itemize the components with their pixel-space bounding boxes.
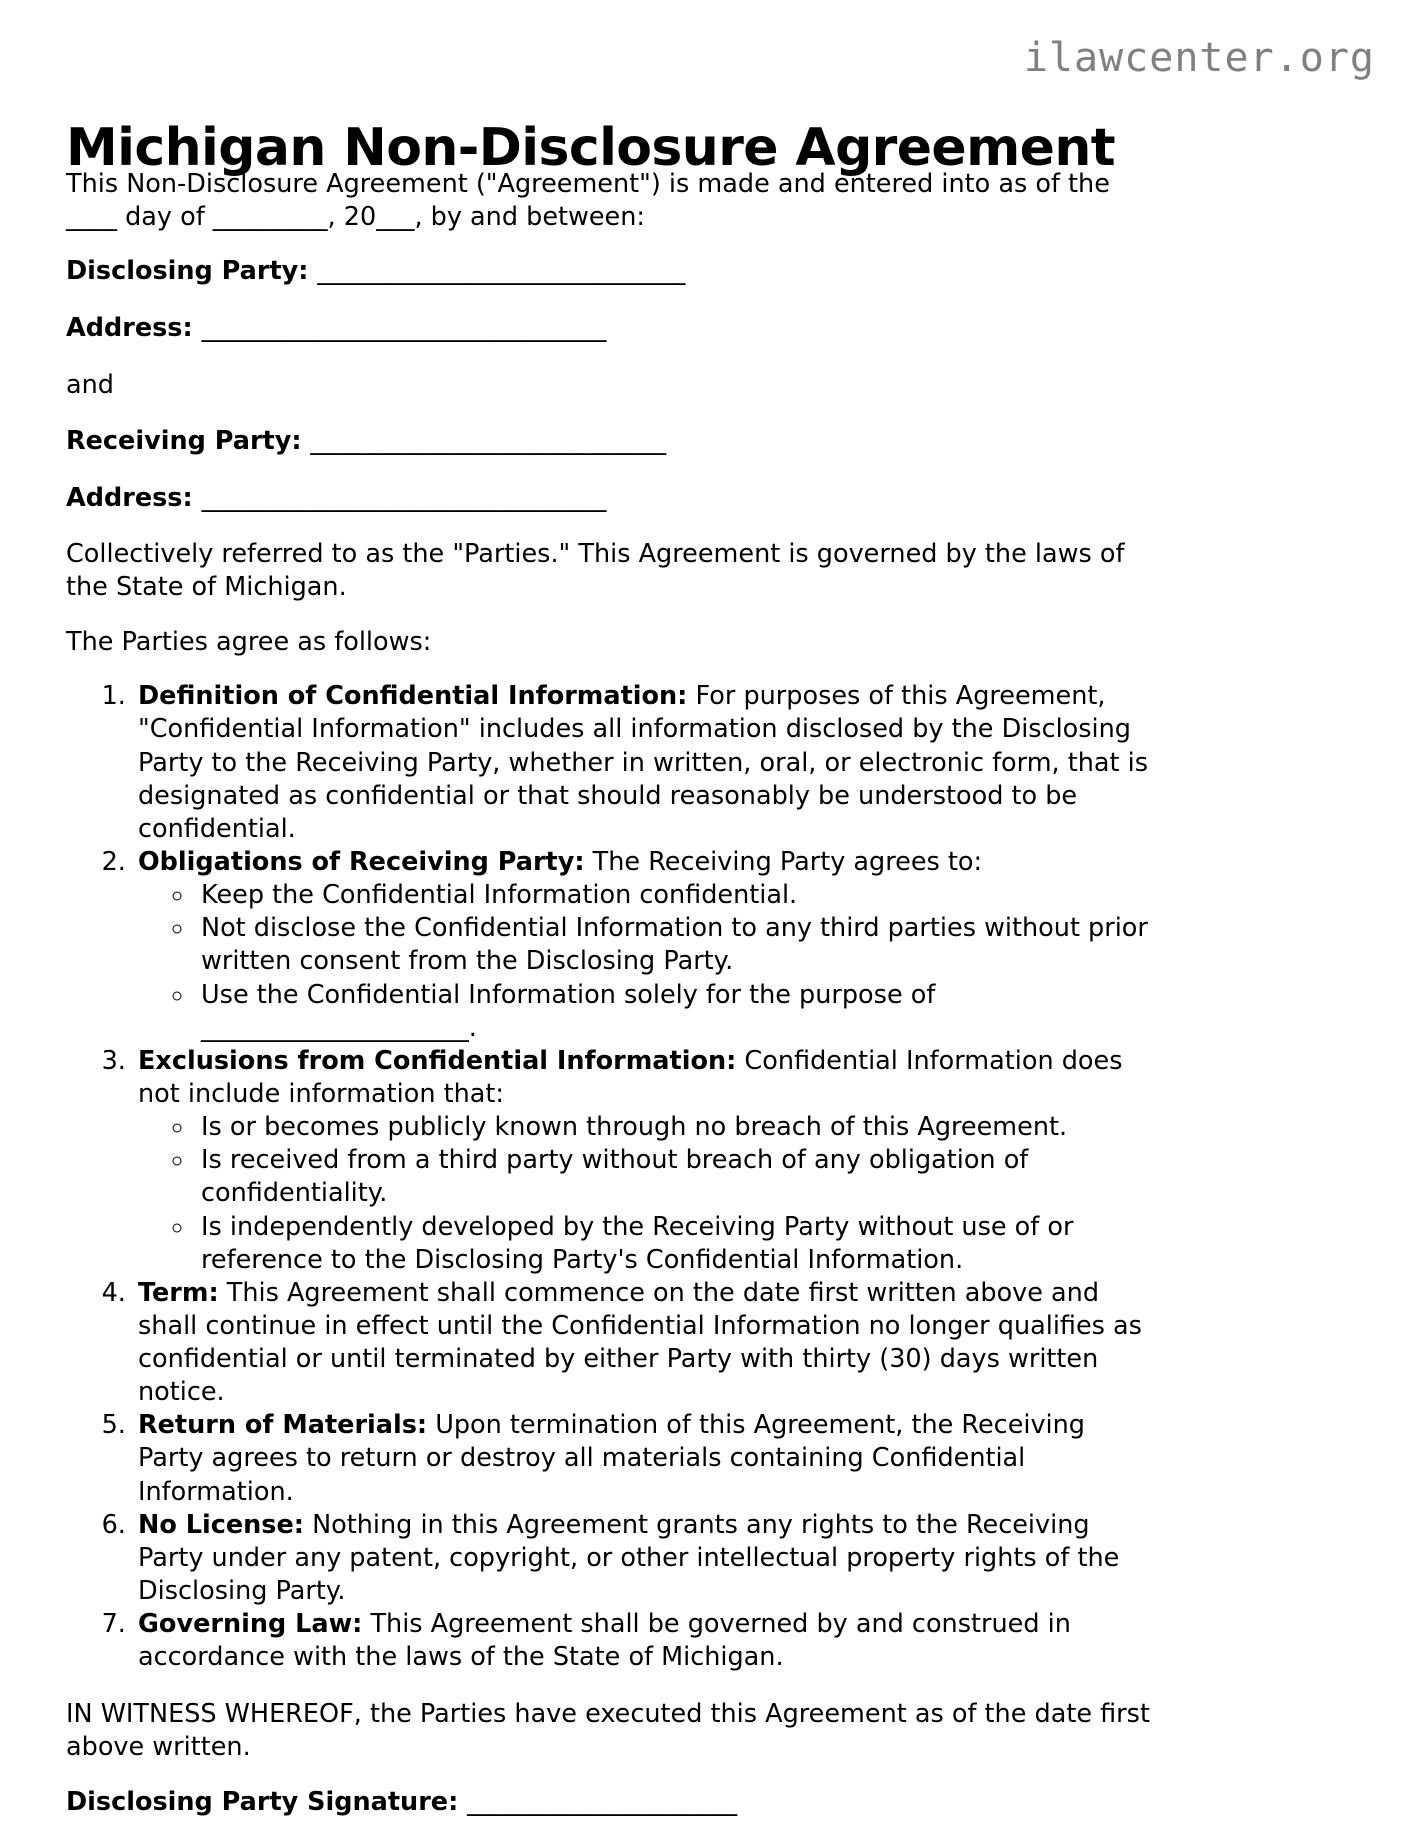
clause-sublist — [138, 1111, 1156, 1277]
witness-paragraph: IN WITNESS WHEREOF, the Parties have executed this Agreement as of the date first above written. — [66, 1699, 1150, 1763]
receiving-address-field — [66, 482, 1156, 515]
disclosing-signature-label: Disclosing Party Signature: — [66, 1786, 459, 1817]
clause-heading: Return of Materials: — [138, 1410, 428, 1441]
clause-subitem: ◦ Keep the Confidential Information confidential. — [195, 879, 1156, 912]
clause-item — [134, 1509, 1156, 1608]
disclosing-party-label: Disclosing Party: — [66, 256, 309, 287]
clause-item — [134, 846, 1156, 1045]
clause-text: Upon termination of this Agreement, the Receiving Party agrees to return or destroy all materials containing Confidential Information. — [138, 1410, 1085, 1507]
disclosing-address-blank[interactable]: _________________________________ — [201, 312, 606, 343]
receiving-party-label: Receiving Party: — [66, 426, 302, 457]
clause-text: Nothing in this Agreement grants any rights to the Receiving Party under any patent, copyright, or other intellectual property rights of the Disclosing Party. — [138, 1509, 1120, 1607]
clause-heading: No License: — [138, 1509, 304, 1540]
collectively-paragraph: Collectively referred to as the "Parties." This Agreement is governed by the laws of the State of Michigan. — [66, 539, 1125, 602]
clause-text: For purposes of this Agreement, "Confidential Information" includes all information disclosed by the Disclosing Party to the Receiving Party, whether in written, oral, or electronic form, that is designated as confidential or that should reasonably be understood to be confidential. — [138, 681, 1149, 844]
page-title: Michigan Non-Disclosure Agreement — [66, 117, 1115, 178]
clause-heading: Definition of Confidential Information: — [138, 681, 688, 712]
disclosing-address-field — [66, 312, 1156, 345]
intro-paragraph: This Non-Disclosure Agreement ("Agreement") is made and entered into as of the ____ day of _________, 20___, by and between: — [66, 169, 1110, 232]
disclosing-signature-blank[interactable]: ______________________ — [467, 1786, 737, 1817]
disclosing-party-blank[interactable]: ______________________________ — [317, 256, 685, 287]
disclosing-address-label: Address: — [66, 312, 193, 343]
receiving-address-label: Address: — [66, 482, 193, 513]
clause-sublist — [138, 879, 1156, 1045]
clause-heading: Exclusions from Confidential Information: — [138, 1045, 737, 1076]
disclosing-signature-field — [66, 1786, 1156, 1819]
site-watermark: ilawcenter.org — [1023, 35, 1375, 81]
receiving-party-blank[interactable]: _____________________________ — [310, 426, 666, 457]
clause-text: This Agreement shall commence on the date first written above and shall continue in effect until the Confidential Information no longer qualifies as confidential or until terminated by either Party with thirty (30) days written notice. — [138, 1277, 1142, 1408]
and-connector: and — [66, 369, 114, 400]
clause-heading: Governing Law: — [138, 1609, 363, 1640]
clause-subitem: ◦ Is or becomes publicly known through no breach of this Agreement. — [195, 1111, 1156, 1144]
clause-item — [134, 1045, 1156, 1277]
clause-item — [134, 1409, 1156, 1508]
clause-text: The Receiving Party agrees to: — [584, 846, 983, 877]
disclosing-party-field — [66, 255, 1156, 288]
receiving-address-blank[interactable]: _________________________________ — [201, 482, 606, 513]
clause-item — [134, 1608, 1156, 1674]
clause-heading: Obligations of Receiving Party: — [138, 846, 585, 877]
receiving-party-field — [66, 425, 1156, 458]
clause-list — [66, 680, 1156, 1674]
clause-text: Confidential Information does not include information that: — [138, 1045, 1123, 1109]
clause-text: This Agreement shall be governed by and construed in accordance with the laws of the State of Michigan. — [138, 1609, 1071, 1673]
agree-intro-paragraph: The Parties agree as follows: — [66, 626, 432, 657]
clause-subitem: ◦ Not disclose the Confidential Information to any third parties without prior written consent from the Disclosing Party. — [195, 912, 1156, 978]
document-body — [66, 168, 1156, 1818]
clause-subitem: ◦ Is independently developed by the Receiving Party without use of or reference to the Disclosing Party's Confidential Information. — [195, 1211, 1156, 1277]
clause-subitem: ◦ Use the Confidential Information solely for the purpose of _____________________. — [195, 979, 1156, 1045]
clause-heading: Term: — [138, 1277, 219, 1308]
clause-subitem: ◦ Is received from a third party without breach of any obligation of confidentiality. — [195, 1144, 1156, 1210]
clause-item — [134, 680, 1156, 846]
clause-item — [134, 1277, 1156, 1410]
